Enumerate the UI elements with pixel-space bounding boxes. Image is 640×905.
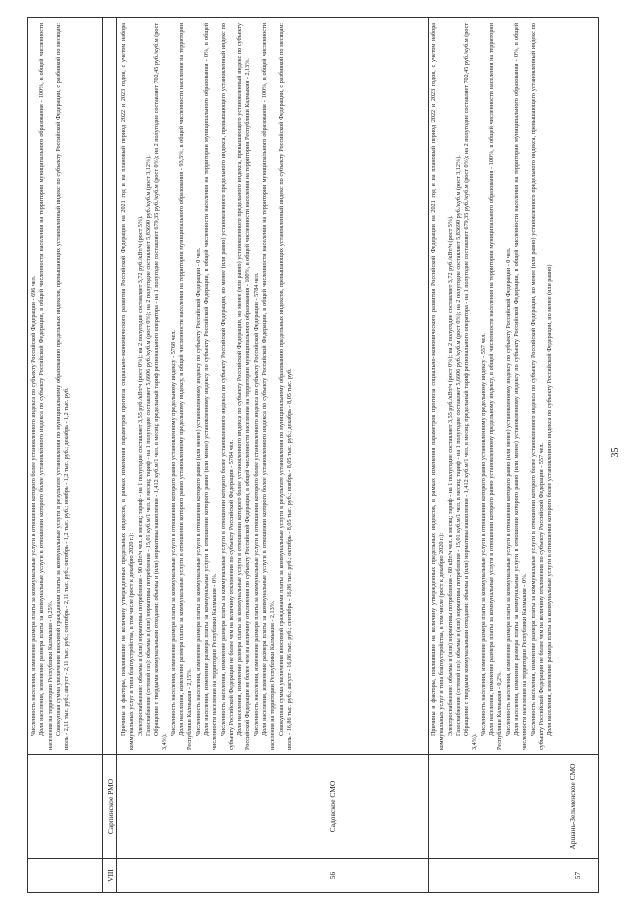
paragraph: Численность населения, изменение размера платы за коммунальные услуги в отношении которого равно (или менее) установленному индексу по субъекту Российской Федерации - 0 чел. xyxy=(505,247,512,736)
row-number-56: 56 xyxy=(328,871,337,880)
municipality-name-sarpinskoe: Сарпинское РМО xyxy=(106,778,115,835)
paragraph: Доля населения, изменение размера платы за коммунальные услуги в отношении которого равно (или менее) установленному индексу по субъекту Российской Федерации, в общей численности населения на территории муниципального образования - 0%, в общей численности населения на территории Республики Калмыкия - 0%. xyxy=(513,23,529,750)
text-block-arshan-zelmenskoe xyxy=(430,23,596,750)
paragraph: Доля населения, изменение размера платы за коммунальные услуги в отношении которого равно (или менее) установленному индексу по субъекту Российской Федерации, в общей численности населения на территории муниципального образования - 0%, в общей численности населения на территории Республики Калмыкия - 0%. xyxy=(203,23,219,750)
municipality-name-sadovskoe: Садовское СМО xyxy=(328,780,337,833)
paragraph: Обращение с твердыми коммунальными отходами: объемы и (или) нормативы накопления - 1,412 куб.м/1 чел. в месяц; предельный тариф регионального оператора - на 1 полугодие составляет 679,35 руб./куб.м (рост 0%); на 2 полугодие составляет 702,45 руб./куб.м (рост 3,4%). xyxy=(154,23,169,750)
paragraph: Доля населения, изменение размера платы за коммунальные услуги в отношении которого более установленного индекса по субъекту Российской Федерации, в общей численности населения на территории муниципального образования - 100%, в общей численности населения на территории Республики Калмыкия - 0,25%. xyxy=(39,23,54,750)
paragraph: Доля населения, изменение размера платы за коммунальные услуги в отношении которого более установленного индекса по субъекту Российской Федерации, но менее (или равно) установленного предельного индекса, превышающего установленный индекс по субъекту Российской Федерации не более чем на величину отклонения по субъекту Российской Федерации, в общей численности населения на территории муниципального образования - 100%, в общей численности населения на территории Республики Калмыкия - 2,13%. xyxy=(237,23,252,750)
paragraph: Совокупная сумма увеличения вносимой гражданами платы за коммунальные услуги в результате установления по муниципальному образованию предельных индексов, превышающих установленный индекс по субъекту Российской Федерации, с разбивкой по месяцам: июль - 2,11 тыс. руб.; август - 2,11 тыс. руб.; сентябрь - 2,11 тыс. руб.; октябрь - 1,2 тыс. руб.; ноябрь - 1,2 тыс. руб.; декабрь - 1,2 тыс. руб. xyxy=(55,23,71,750)
paragraph: Электроснабжение: объемы и (или) нормативы потребления - 90 кВт/ч чел. в месяц; тариф - на 1 полугодие составляет 3,55 руб./кВт/ч (рост 0%); на 2 полугодие составляет 3,72 руб./кВт/ч (рост 5%). xyxy=(137,215,144,736)
row-number-viii: VIII xyxy=(106,869,115,882)
description-column xyxy=(28,18,598,754)
row-divider xyxy=(116,18,117,892)
row-divider xyxy=(428,18,429,892)
text-block-top xyxy=(30,23,100,750)
paragraph: Причины и факторы, повлиявшие на величину утвержденных предельных индексов, в рамках изменения параметров прогноза социально-экономического развития Российской Федерации на 2021 год и на плановый период 2022 и 2023 годов, с учетом набора коммунальных услуг и типа благоустройства, в том числе (рост к декабрю 2020 г.): xyxy=(121,23,136,750)
municipality-name-arshan-zelmenskoe: Аршань-Зельменское СМО xyxy=(568,763,577,850)
paragraph: Численность населения, изменение размера платы за коммунальные услуги в отношении которого более установленного индекса по субъекту Российской Федерации, но менее (или равно) установленного предельного индекса, превышающего установленный индекс по субъекту Российской Федерации не более чем на величину отклонения по субъекту Российской Федерации - 5784 чел. xyxy=(220,23,235,750)
paragraph: Газоснабжение (сетевой газ): объемы и (или) нормативы потребления - 15,01 куб.м/1 чел. в месяц; тариф - на 1 полугодие составляет 5,6606 руб./куб.м (рост 0%); на 2 полугодие составляет 5,83690 руб./куб.м (рост 3,12%). xyxy=(455,155,462,736)
paragraph: Численность населения, изменение размера платы за коммунальные услуги в отношении которого более установленного индекса по субъекту Российской Федерации - 696 чел. xyxy=(31,275,37,736)
paragraph: Численность населения, изменение размера платы за коммунальные услуги в отношении которого более установленного индекса по субъекту Российской Федерации - 5784 чел. xyxy=(253,272,260,736)
paragraph: Доля населения, изменение размера платы за коммунальные услуги в отношении которого равно установленному предельному индексу, в общей численности населения на территории муниципального образования - 93,5%, в общей численности населения на территории Республики Калмыкия - 2,15%. xyxy=(179,23,194,750)
row-number-57: 57 xyxy=(573,871,582,880)
page-number: 35 xyxy=(610,447,621,458)
row-divider xyxy=(102,18,103,892)
paragraph: Численность населения, изменение размера платы за коммунальные услуги в отношении которого равно установленному предельному индексу - 557 чел. xyxy=(480,333,487,736)
paragraph: Численность населения, изменение размера платы за коммунальные услуги в отношении которого равно (или менее) установленному индексу по субъекту Российской Федерации - 0 чел. xyxy=(195,247,202,736)
paragraph: Совокупная сумма увеличения вносимой гражданами платы за коммунальные услуги в результате установления по муниципальному образованию предельных индексов, превышающих установленный индекс по субъекту Российской Федерации, с разбивкой по месяцам: июль - 16,86 тыс. руб.; август - 16,86 тыс. руб.; сентябрь - 16,86 тыс. руб.; октябрь - 8,05 тыс. руб.; ноябрь - 8,05 тыс. руб.; декабрь - 8,05 тыс. руб. xyxy=(278,23,293,750)
number-column xyxy=(28,858,598,892)
paragraph: Причины и факторы, повлиявшие на величину утвержденных предельных индексов, в рамках изменения параметров прогноза социально-экономического развития Российской Федерации на 2021 год и на плановый период 2022 и 2023 годов, с учетом набора коммунальных услуг и типа благоустройства, в том числе (рост к декабрю 2020 г.): xyxy=(431,23,446,750)
paragraph: Численность населения, изменение размера платы за коммунальные услуги в отношении которого равно установленному предельному индексу - 5768 чел. xyxy=(170,330,177,736)
paragraph: Электроснабжение: объемы и (или) нормативы потребления - 80 кВт/ч чел. в месяц; тариф - на 1 полугодие составляет 3,55 руб./кВт/ч (рост 0%); на 2 полугодие составляет 3,72 руб./кВт/ч (рост 5%). xyxy=(447,215,454,736)
paragraph: Доля населения, изменение размера платы за коммунальные услуги в отношении которого равно установленному предельному индексу, в общей численности населения на территории муниципального образования - 100%, в общей численности населения на территории Республики Калмыкия - 0,2%. xyxy=(489,23,504,750)
municipality-column xyxy=(28,754,598,858)
paragraph: Доля населения, изменение размера платы за коммунальные услуги в отношении которого более установленного индекса по субъекту Российской Федерации, но менее (или равно) xyxy=(547,264,554,736)
paragraph: Газоснабжение (сетевой газ): объемы и (или) нормативы потребления - 15,01 куб.м/1 чел. в месяц; тариф - на 1 полугодие составляет 5,6606 руб./куб.м (рост 0%); на 2 полугодие составляет 5,83690 руб./куб.м (рост 3,12%). xyxy=(145,155,152,736)
paragraph: Численность населения, изменение размера платы за коммунальные услуги в отношении которого более установленного индекса по субъекту Российской Федерации, но менее (или равно) установленного предельного индекса, превышающего установленный индекс по субъекту Российской Федерации не более чем на величину отклонения по субъекту Российской Федерации - 557 чел. xyxy=(530,23,545,750)
text-block-sadovskoe xyxy=(120,23,426,750)
report-table xyxy=(27,17,599,893)
paragraph: Доля населения, изменение размера платы за коммунальные услуги в отношении которого более установленного индекса по субъекту Российской Федерации, в общей численности населения на территории муниципального образования - 100%, в общей численности населения на территории Республики Калмыкия - 2,13%. xyxy=(262,23,277,750)
paragraph: Обращение с твердыми коммунальными отходами: объемы и (или) нормативы накопления - 1,412 куб.м/1 чел. в месяц; предельный тариф регионального оператора - на 1 полугодие составляет 679,35 руб./куб.м (рост 0%); на 2 полугодие составляет 702,45 руб./куб.м (рост 3,4%). xyxy=(464,23,479,750)
